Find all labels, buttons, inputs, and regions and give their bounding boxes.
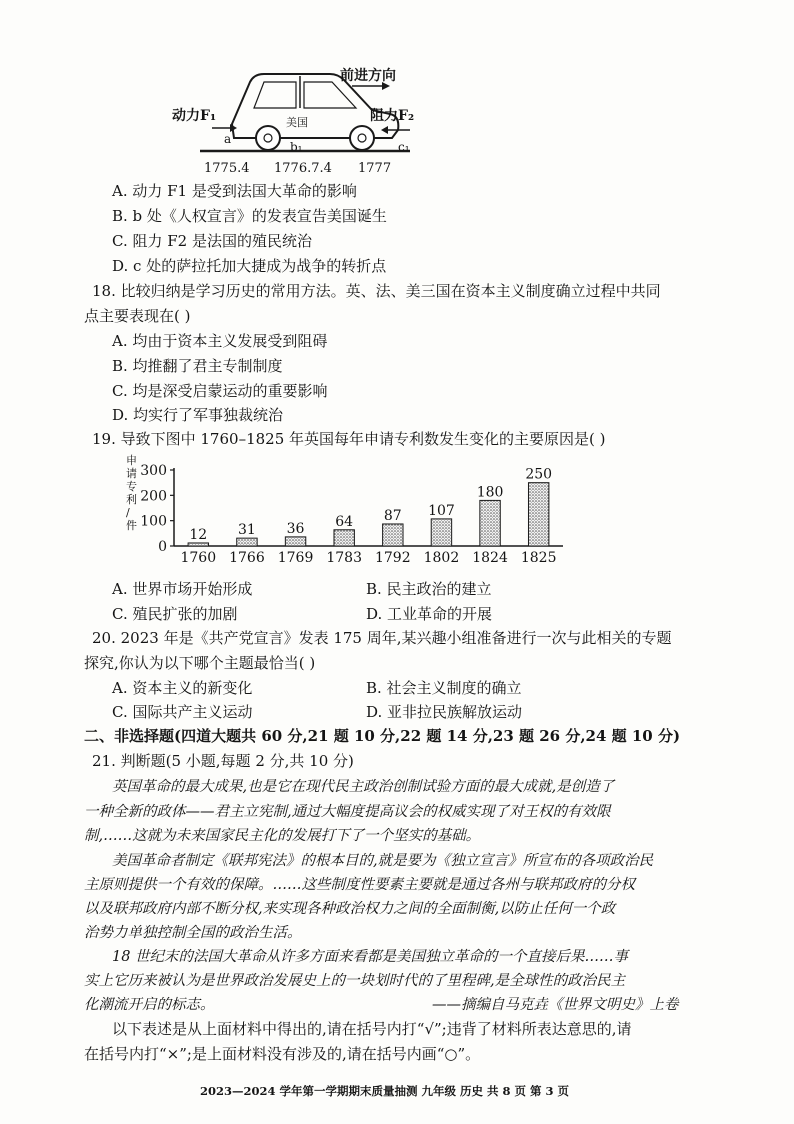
material-paragraph: 化潮流开启的标志。 <box>84 997 215 1013</box>
q17-option-d[interactable]: D. c 处的萨拉托加大捷成为战争的转折点 <box>112 257 387 275</box>
bar-value-label: 12 <box>189 526 208 543</box>
chart-ylabel <box>126 453 137 532</box>
bar-1766 <box>237 538 257 546</box>
car-window-left <box>254 82 296 108</box>
bar-value-label: 107 <box>428 502 455 519</box>
q20-option-a[interactable]: A. 资本主义的新变化 <box>112 679 253 697</box>
q18-stem-line2: 点主要表现在( ) <box>84 307 191 325</box>
bar-value-label: 87 <box>383 507 402 524</box>
chart-ylabel-char: 利 <box>126 493 137 506</box>
q18-option-a[interactable]: A. 均由于资本主义发展受到阻碍 <box>112 332 328 350</box>
chart-ylabel-char: 申 <box>126 454 137 467</box>
q19-stem: 19. 导致下图中 1760–1825 年英国每年申请专利数发生变化的主要原因是( ) <box>92 430 606 448</box>
force-f2-label: 阻力F₂ <box>370 108 415 124</box>
q19-option-d[interactable]: D. 工业革命的开展 <box>366 605 493 623</box>
q21-title: 21. 判断题(5 小题,每题 2 分,共 10 分) <box>92 752 354 770</box>
x-tick-label: 1783 <box>326 550 363 566</box>
y-tick-label: 200 <box>140 488 167 505</box>
page-footer: 2023—2024 学年第一学期期末质量抽测 九年级 历史 共 8 页 第 3 页 <box>200 1084 570 1098</box>
chart-ylabel-char: / <box>126 506 130 519</box>
bar-1783 <box>334 530 354 546</box>
bar-1824 <box>480 500 500 546</box>
x-tick-label: 1824 <box>472 550 508 566</box>
material-paragraph: 治势力单独控制全国的政治生活。 <box>84 925 302 941</box>
q20-option-b[interactable]: B. 社会主义制度的确立 <box>366 679 522 697</box>
bar-1802 <box>431 519 451 546</box>
material-paragraph: 实上它历来被认为是世界政治发展史上的一块划时代的了里程碑,是全球性的政治民主 <box>84 973 626 989</box>
y-tick-label: 100 <box>140 513 167 530</box>
chart-ylabel-char: 请 <box>126 467 137 480</box>
bar-1769 <box>285 537 305 546</box>
material-paragraph: 美国革命者制定《联邦宪法》的根本目的,就是要为《独立宣言》所宣布的各项政治民 <box>112 853 654 869</box>
material-paragraph: 18 世纪末的法国大革命从许多方面来看都是美国独立革命的一个直接后果……事 <box>112 949 629 965</box>
material-paragraph: 主原则提供一个有效的保障。……这些制度性要素主要就是通过各州与联邦政府的分权 <box>84 877 635 893</box>
material-paragraph: 一种全新的政体——君主立宪制,通过大幅度提高议会的权威实现了对王权的有效限 <box>84 804 611 820</box>
date-label: 1777 <box>358 161 392 176</box>
y-tick-label: 0 <box>158 539 167 555</box>
q20-option-d[interactable]: D. 亚非拉民族解放运动 <box>366 703 523 721</box>
q18-option-d[interactable]: D. 均实行了军事独裁统治 <box>112 406 284 424</box>
direction-label: 前进方向 <box>340 68 396 84</box>
car-figure <box>160 60 450 185</box>
date-label: 1775.4 <box>204 161 250 176</box>
x-tick-label: 1802 <box>423 550 460 566</box>
q19-option-a[interactable]: A. 世界市场开始形成 <box>112 580 253 598</box>
q17-option-c[interactable]: C. 阻力 F2 是法国的殖民统治 <box>112 232 312 250</box>
point-a-label: a <box>224 132 232 146</box>
force-f2-arrow-icon <box>381 126 388 134</box>
chart-ylabel-char: 件 <box>126 519 137 532</box>
q21-instruction: 以下表述是从上面材料中得出的,请在括号内打“√”;违背了材料所表达意思的,请 <box>112 1020 632 1038</box>
x-tick-label: 1769 <box>277 550 314 566</box>
bar-value-label: 31 <box>238 522 256 539</box>
x-tick-label: 1825 <box>520 550 557 566</box>
q18-option-b[interactable]: B. 均推翻了君主专制制度 <box>112 357 283 375</box>
q17-option-a[interactable]: A. 动力 F1 是受到法国大革命的影响 <box>112 182 357 200</box>
material-paragraph: 制,……这就为未来国家民主化的发展打下了一个坚实的基础。 <box>84 828 481 844</box>
bar-value-label: 64 <box>335 513 354 530</box>
chart-ylabel-char: 专 <box>126 480 137 493</box>
q20-option-c[interactable]: C. 国际共产主义运动 <box>112 703 253 721</box>
y-tick-label: 300 <box>140 463 167 479</box>
q19-option-c[interactable]: C. 殖民扩张的加剧 <box>112 605 238 623</box>
q18-stem-line1: 18. 比较归纳是学习历史的常用方法。英、法、美三国在资本主义制度确立过程中共同 <box>92 282 661 300</box>
bar-value-label: 36 <box>286 520 305 537</box>
date-label: 1776.7.4 <box>274 161 332 176</box>
x-tick-label: 1792 <box>374 550 411 566</box>
force-f1-label: 动力F₁ <box>172 108 217 124</box>
q20-stem-line1: 20. 2023 年是《共产党宣言》发表 175 周年,某兴趣小组准备进行一次与此相关的专题 <box>92 629 672 647</box>
section-heading: 二、非选择题(四道大题共 60 分,21 题 10 分,22 题 14 分,23 题 26 分,24 题 10 分) <box>84 727 681 745</box>
bar-1825 <box>528 483 548 546</box>
q18-option-c[interactable]: C. 均是深受启蒙运动的重要影响 <box>112 382 328 400</box>
chart-bars <box>180 467 556 566</box>
bar-1760 <box>188 543 208 546</box>
material-source: ——摘编自马克垚《世界文明史》上卷 <box>432 997 679 1013</box>
bar-value-label: 180 <box>476 484 504 501</box>
q19-option-b[interactable]: B. 民主政治的建立 <box>366 580 492 598</box>
bar-value-label: 250 <box>525 466 553 483</box>
q20-stem-line2: 探究,你认为以下哪个主题最恰当( ) <box>84 654 316 672</box>
q17-option-b[interactable]: B. b 处《人权宣言》的发表宣告美国诞生 <box>112 207 387 225</box>
x-tick-label: 1766 <box>229 550 265 566</box>
car-wheel-rear <box>350 126 374 150</box>
x-tick-label: 1760 <box>180 550 217 566</box>
bar-1792 <box>383 524 403 546</box>
material-paragraph: 以及联邦政府内部不断分权,来实现各种政治权力之间的全面制衡,以防止任何一个政 <box>84 901 616 917</box>
q21-instruction: 在括号内打“×”;是上面材料没有涉及的,请在括号内画“○”。 <box>84 1045 481 1063</box>
car-wheel-front <box>256 126 280 150</box>
point-b-label: b₁ <box>290 140 303 154</box>
patent-bar-chart <box>118 452 568 577</box>
material-paragraph: 英国革命的最大成果,也是它在现代民主政治创制试验方面的最大成就,是创造了 <box>112 779 615 795</box>
point-c-label: c₁ <box>398 140 410 154</box>
car-country-label: 美国 <box>286 116 308 129</box>
